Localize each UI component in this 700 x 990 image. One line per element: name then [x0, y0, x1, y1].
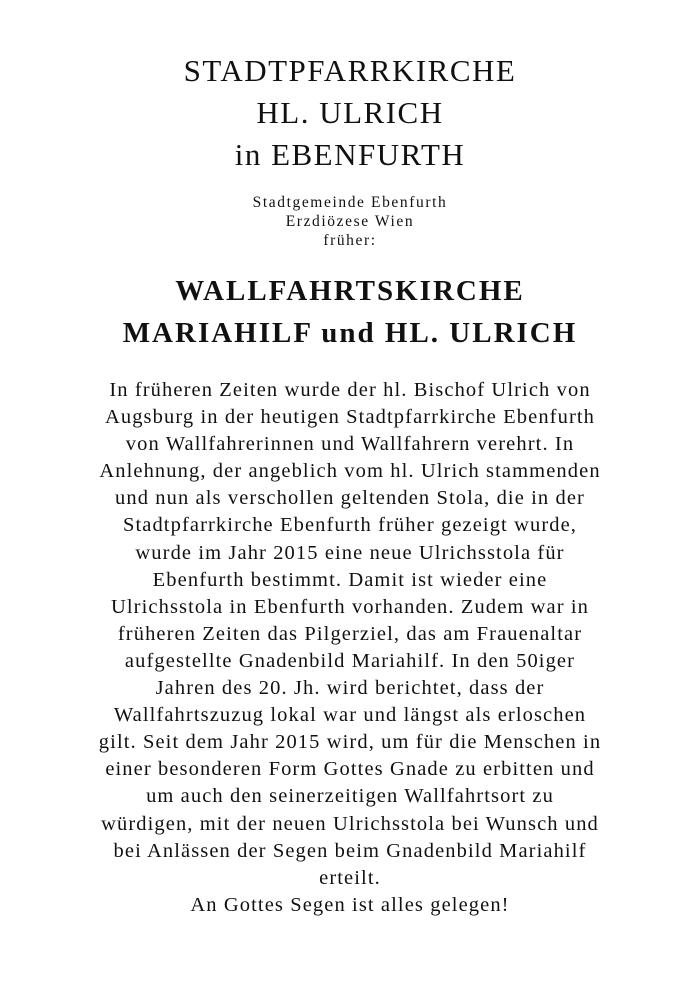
body-line: Augsburg in der heutigen Stadtpfarrkirche Ebenfurth: [104, 406, 596, 429]
title-line: HL. ULRICH: [256, 95, 444, 130]
body-line: In früheren Zeiten wurde der hl. Bischof Ulrich von: [109, 379, 591, 401]
body-line: aufgestellte Gnadenbild Mariahilf. In den 50iger: [124, 649, 576, 672]
body-line: erteilt.: [319, 866, 381, 889]
heading-line: WALLFAHRTSKIRCHE: [175, 275, 525, 307]
title-line: STADTPFARRKIRCHE: [183, 53, 517, 88]
body-line: Ulrichsstola in Ebenfurth vorhanden. Zudem war in: [110, 595, 590, 618]
body-line: Jahren des 20. Jh. wird berichtet, dass der: [155, 677, 545, 700]
body-text: [40, 377, 660, 919]
title-line: in EBENFURTH: [234, 137, 466, 172]
body-line: von Wallfahrerinnen und Wallfahrern verehrt. In: [125, 433, 575, 456]
body-line: einer besonderen Form Gottes Gnade zu erbitten und: [105, 758, 595, 781]
heading-line: MARIAHILF und HL. ULRICH: [122, 317, 578, 349]
pilgrimage-heading: [0, 270, 700, 354]
body-line: Anlehnung, der angeblich vom hl. Ulrich stammenden: [99, 460, 601, 483]
body-line: gilt. Seit dem Jahr 2015 wird, um für die Menschen in: [98, 731, 602, 754]
body-line: und nun als verschollen geltenden Stola, die in der: [115, 487, 585, 510]
closing-blessing: An Gottes Segen ist alles gelegen!: [190, 893, 510, 916]
church-title: [0, 50, 700, 176]
body-line: Wallfahrtszuzug lokal war und längst als erloschen: [113, 704, 587, 727]
body-line: um auch den seinerzeitigen Wallfahrtsort zu: [146, 785, 554, 808]
parish-info: [0, 193, 700, 250]
formerly-line: früher:: [323, 232, 377, 249]
municipality-line: Stadtgemeinde Ebenfurth: [252, 194, 448, 211]
body-line: bei Anlässen der Segen beim Gnadenbild Mariahilf: [113, 839, 587, 862]
body-line: wurde im Jahr 2015 eine neue Ulrichsstola für: [135, 541, 565, 564]
body-line: Ebenfurth bestimmt. Damit ist wieder eine: [152, 568, 548, 591]
diocese-line: Erzdiözese Wien: [285, 213, 415, 230]
body-line: Stadtpfarrkirche Ebenfurth früher gezeigt wurde,: [122, 514, 578, 537]
body-line: früheren Zeiten das Pilgerziel, das am Frauenaltar: [117, 622, 583, 645]
body-line: würdigen, mit der neuen Ulrichsstola bei Wunsch und: [101, 812, 599, 835]
